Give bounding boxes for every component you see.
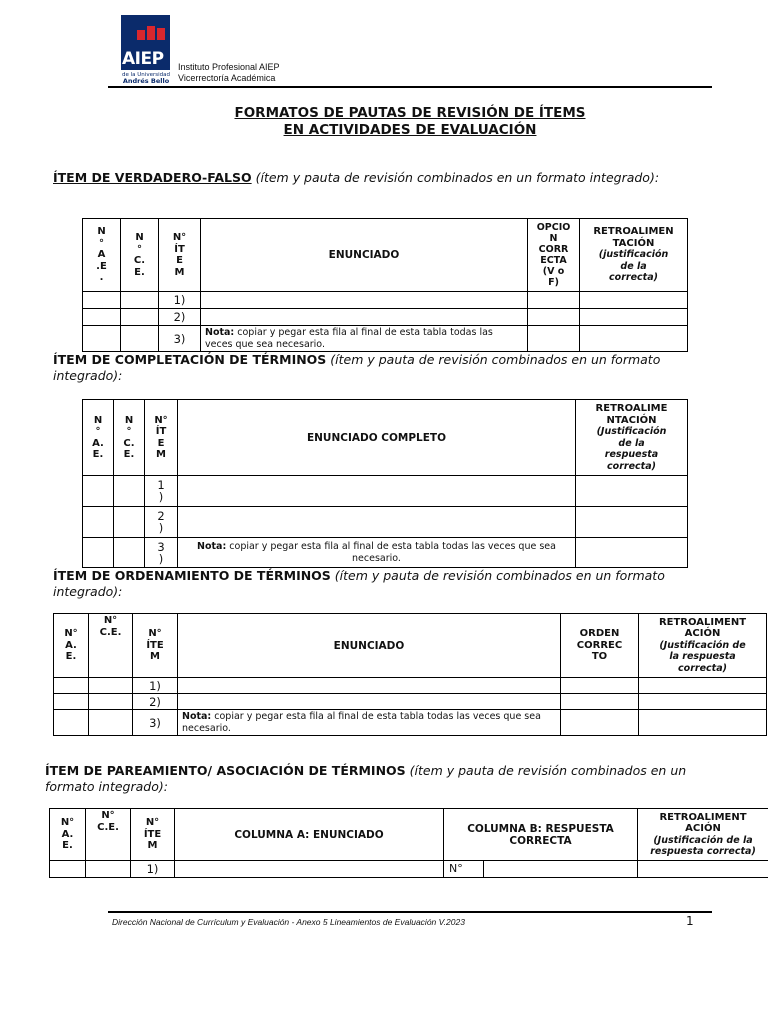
col-feedback xyxy=(638,809,768,861)
col-nae: N ° A. E. xyxy=(83,400,114,476)
cell-nce[interactable] xyxy=(114,538,145,568)
col-item: N° ÍTE M xyxy=(131,809,175,861)
cell-nce[interactable] xyxy=(121,292,159,309)
cell-enunciado[interactable] xyxy=(201,292,528,309)
section-subtitle-par: (ítem y pauta de revisión combinados en un formato integrado): xyxy=(45,763,687,794)
table-row xyxy=(54,710,767,736)
cell-feedback[interactable] xyxy=(580,292,688,309)
item-number: 3) xyxy=(159,326,201,352)
note-text: copiar y pegar esta fila al final de esta tabla todas las veces que sea necesario. xyxy=(226,541,556,564)
col-item: N° ÍT E M xyxy=(145,400,178,476)
col-feedback xyxy=(580,219,688,292)
note-label: Nota: xyxy=(197,541,227,552)
note-label: Nota: xyxy=(182,711,212,722)
cell-nae[interactable] xyxy=(83,538,114,568)
table-row xyxy=(83,326,688,352)
cell-nce[interactable] xyxy=(121,309,159,326)
footer-text: Dirección Nacional de Currículum y Evaluación - Anexo 5 Lineamientos de Evaluación V.2023 xyxy=(112,917,465,927)
table-row xyxy=(54,678,767,694)
col-nae: N° A. E. xyxy=(54,614,89,678)
col-item: N° ÍT E M xyxy=(159,219,201,292)
institution-name: Instituto Profesional AIEP xyxy=(178,62,280,72)
document-title-line-1: FORMATOS DE PAUTAS DE REVISIÓN DE ÍTEMS xyxy=(234,105,586,121)
col-columna-a: COLUMNA A: ENUNCIADO xyxy=(175,809,444,861)
item-number: 1 ) xyxy=(145,476,178,507)
cell-feedback[interactable] xyxy=(580,326,688,352)
cell-nce[interactable] xyxy=(89,694,133,710)
logo-text: AIEP xyxy=(122,49,164,69)
feedback-sublabel: (Justificación de la respuesta correcta) xyxy=(596,426,667,472)
item-number: 2) xyxy=(159,309,201,326)
note-cell xyxy=(178,538,576,568)
cell-feedback[interactable] xyxy=(639,694,767,710)
feedback-label: RETROALIMEN TACIÓN xyxy=(593,226,674,249)
cell-feedback[interactable] xyxy=(639,678,767,694)
col-enunciado: ENUNCIADO xyxy=(201,219,528,292)
ord-table xyxy=(53,613,767,736)
cell-order[interactable] xyxy=(561,678,639,694)
note-text: copiar y pegar esta fila al final de esta tabla todas las veces que sea necesario. xyxy=(182,711,541,734)
col-feedback xyxy=(639,614,767,678)
table-row xyxy=(83,507,688,538)
table-row xyxy=(83,309,688,326)
note-cell xyxy=(178,710,561,736)
section-title-par: ÍTEM DE PAREAMIENTO/ ASOCIACIÓN DE TÉRMINOS xyxy=(45,763,406,778)
cell-feedback[interactable] xyxy=(576,507,688,538)
item-number: 1) xyxy=(133,678,178,694)
feedback-label: RETROALIMENT ACIÓN xyxy=(658,616,747,640)
cell-nae[interactable] xyxy=(54,710,89,736)
comp-header-row xyxy=(83,400,688,476)
section-heading-comp xyxy=(53,352,693,384)
par-header-row xyxy=(50,809,768,861)
cell-nce[interactable] xyxy=(86,861,131,878)
cell-feedback[interactable] xyxy=(580,309,688,326)
cell-nae[interactable] xyxy=(83,309,121,326)
item-number: 1) xyxy=(159,292,201,309)
logo-mark xyxy=(121,15,170,70)
cell-feedback[interactable] xyxy=(639,710,767,736)
item-number: 2) xyxy=(133,694,178,710)
feedback-sublabel: (justificación de la correcta) xyxy=(598,249,669,284)
note-cell xyxy=(201,326,528,352)
feedback-label: RETROALIMENT ACIÓN xyxy=(659,811,747,834)
cell-feedback[interactable] xyxy=(576,538,688,568)
col-nae: N ° A .E . xyxy=(83,219,121,292)
col-correct-option: OPCIO N CORR ECTA (V o F) xyxy=(528,219,580,292)
col-item: N° ÍTE M xyxy=(133,614,178,678)
col-correct-order: ORDEN CORREC TO xyxy=(561,614,639,678)
table-row xyxy=(83,476,688,507)
comp-table xyxy=(82,399,688,568)
table-row xyxy=(50,861,768,878)
page-number: 1 xyxy=(686,914,694,928)
cell-order[interactable] xyxy=(561,694,639,710)
cell-nae[interactable] xyxy=(83,476,114,507)
section-title-vf: ÍTEM DE VERDADERO-FALSO xyxy=(53,170,252,185)
section-subtitle-vf: (ítem y pauta de revisión combinados en un formato integrado): xyxy=(251,170,660,185)
cell-columna-a[interactable] xyxy=(175,861,444,878)
cell-nce[interactable] xyxy=(89,710,133,736)
col-feedback xyxy=(576,400,688,476)
cell-nae[interactable] xyxy=(54,694,89,710)
cell-nae[interactable] xyxy=(83,507,114,538)
institution-block xyxy=(178,62,280,84)
aiep-logo xyxy=(121,15,171,85)
col-nae: N° A. E. xyxy=(50,809,86,861)
colb-number-prefix: N° xyxy=(444,861,484,877)
section-subtitle-ord: (ítem y pauta de revisión combinados en un formato integrado): xyxy=(53,568,665,599)
cell-nae[interactable] xyxy=(50,861,86,878)
table-row xyxy=(83,538,688,568)
col-nce: N ° C. E. xyxy=(114,400,145,476)
cell-nce[interactable] xyxy=(121,326,159,352)
section-title-ord: ÍTEM DE ORDENAMIENTO DE TÉRMINOS xyxy=(53,568,331,583)
feedback-label: RETROALIME NTACIÓN xyxy=(595,403,668,426)
item-number: 3 ) xyxy=(145,538,178,568)
note-label: Nota: xyxy=(205,327,235,338)
cell-enunciado[interactable] xyxy=(178,694,561,710)
cell-nae[interactable] xyxy=(83,326,121,352)
ord-header-row xyxy=(54,614,767,678)
vf-table xyxy=(82,218,688,352)
cell-columna-b xyxy=(444,861,638,878)
logo-subtitle-2: Andrés Bello xyxy=(122,77,170,85)
table-row xyxy=(83,292,688,309)
col-nce: N° C.E. xyxy=(89,614,133,678)
feedback-sublabel: (Justificación de la respuesta correcta) xyxy=(659,639,746,674)
cell-option[interactable] xyxy=(528,326,580,352)
document-title-line-2: EN ACTIVIDADES DE EVALUACIÓN xyxy=(283,122,537,138)
header-divider xyxy=(108,86,712,88)
col-nce: N° C.E. xyxy=(86,809,131,861)
section-heading-ord xyxy=(53,568,693,600)
vf-header-row xyxy=(83,219,688,292)
cell-feedback[interactable] xyxy=(638,861,768,878)
note-text: copiar y pegar esta fila al final de esta tabla todas las veces que sea necesario. xyxy=(205,327,493,350)
col-enunciado: ENUNCIADO xyxy=(178,614,561,678)
cell-nae[interactable] xyxy=(54,678,89,694)
colb-answer-field[interactable] xyxy=(484,861,637,877)
par-table xyxy=(49,808,768,878)
department-name: Vicerrectoría Académica xyxy=(178,73,276,83)
cell-order[interactable] xyxy=(561,710,639,736)
cell-enunciado[interactable] xyxy=(178,476,576,507)
cell-enunciado[interactable] xyxy=(201,309,528,326)
cell-nce[interactable] xyxy=(89,678,133,694)
cell-option[interactable] xyxy=(528,309,580,326)
item-number: 1) xyxy=(131,861,175,878)
item-number: 2 ) xyxy=(145,507,178,538)
cell-enunciado[interactable] xyxy=(178,678,561,694)
section-heading-par xyxy=(45,763,705,795)
cell-nae[interactable] xyxy=(83,292,121,309)
col-nce: N ° C. E. xyxy=(121,219,159,292)
col-enunciado-completo: ENUNCIADO COMPLETO xyxy=(178,400,576,476)
section-heading-vf xyxy=(53,170,693,186)
footer-divider xyxy=(108,911,712,913)
cell-option[interactable] xyxy=(528,292,580,309)
section-subtitle-comp: (ítem y pauta de revisión combinados en un formato integrado): xyxy=(53,352,661,383)
feedback-sublabel: (Justificación de la respuesta correcta) xyxy=(650,834,756,857)
col-columna-b: COLUMNA B: RESPUESTA CORRECTA xyxy=(444,809,638,861)
cell-enunciado[interactable] xyxy=(178,507,576,538)
cell-feedback[interactable] xyxy=(576,476,688,507)
cell-nce[interactable] xyxy=(114,476,145,507)
cell-nce[interactable] xyxy=(114,507,145,538)
table-row xyxy=(54,694,767,710)
section-title-comp: ÍTEM DE COMPLETACIÓN DE TÉRMINOS xyxy=(53,352,327,367)
item-number: 3) xyxy=(133,710,178,736)
logo-subtitle-1: de la Universidad xyxy=(122,72,170,78)
